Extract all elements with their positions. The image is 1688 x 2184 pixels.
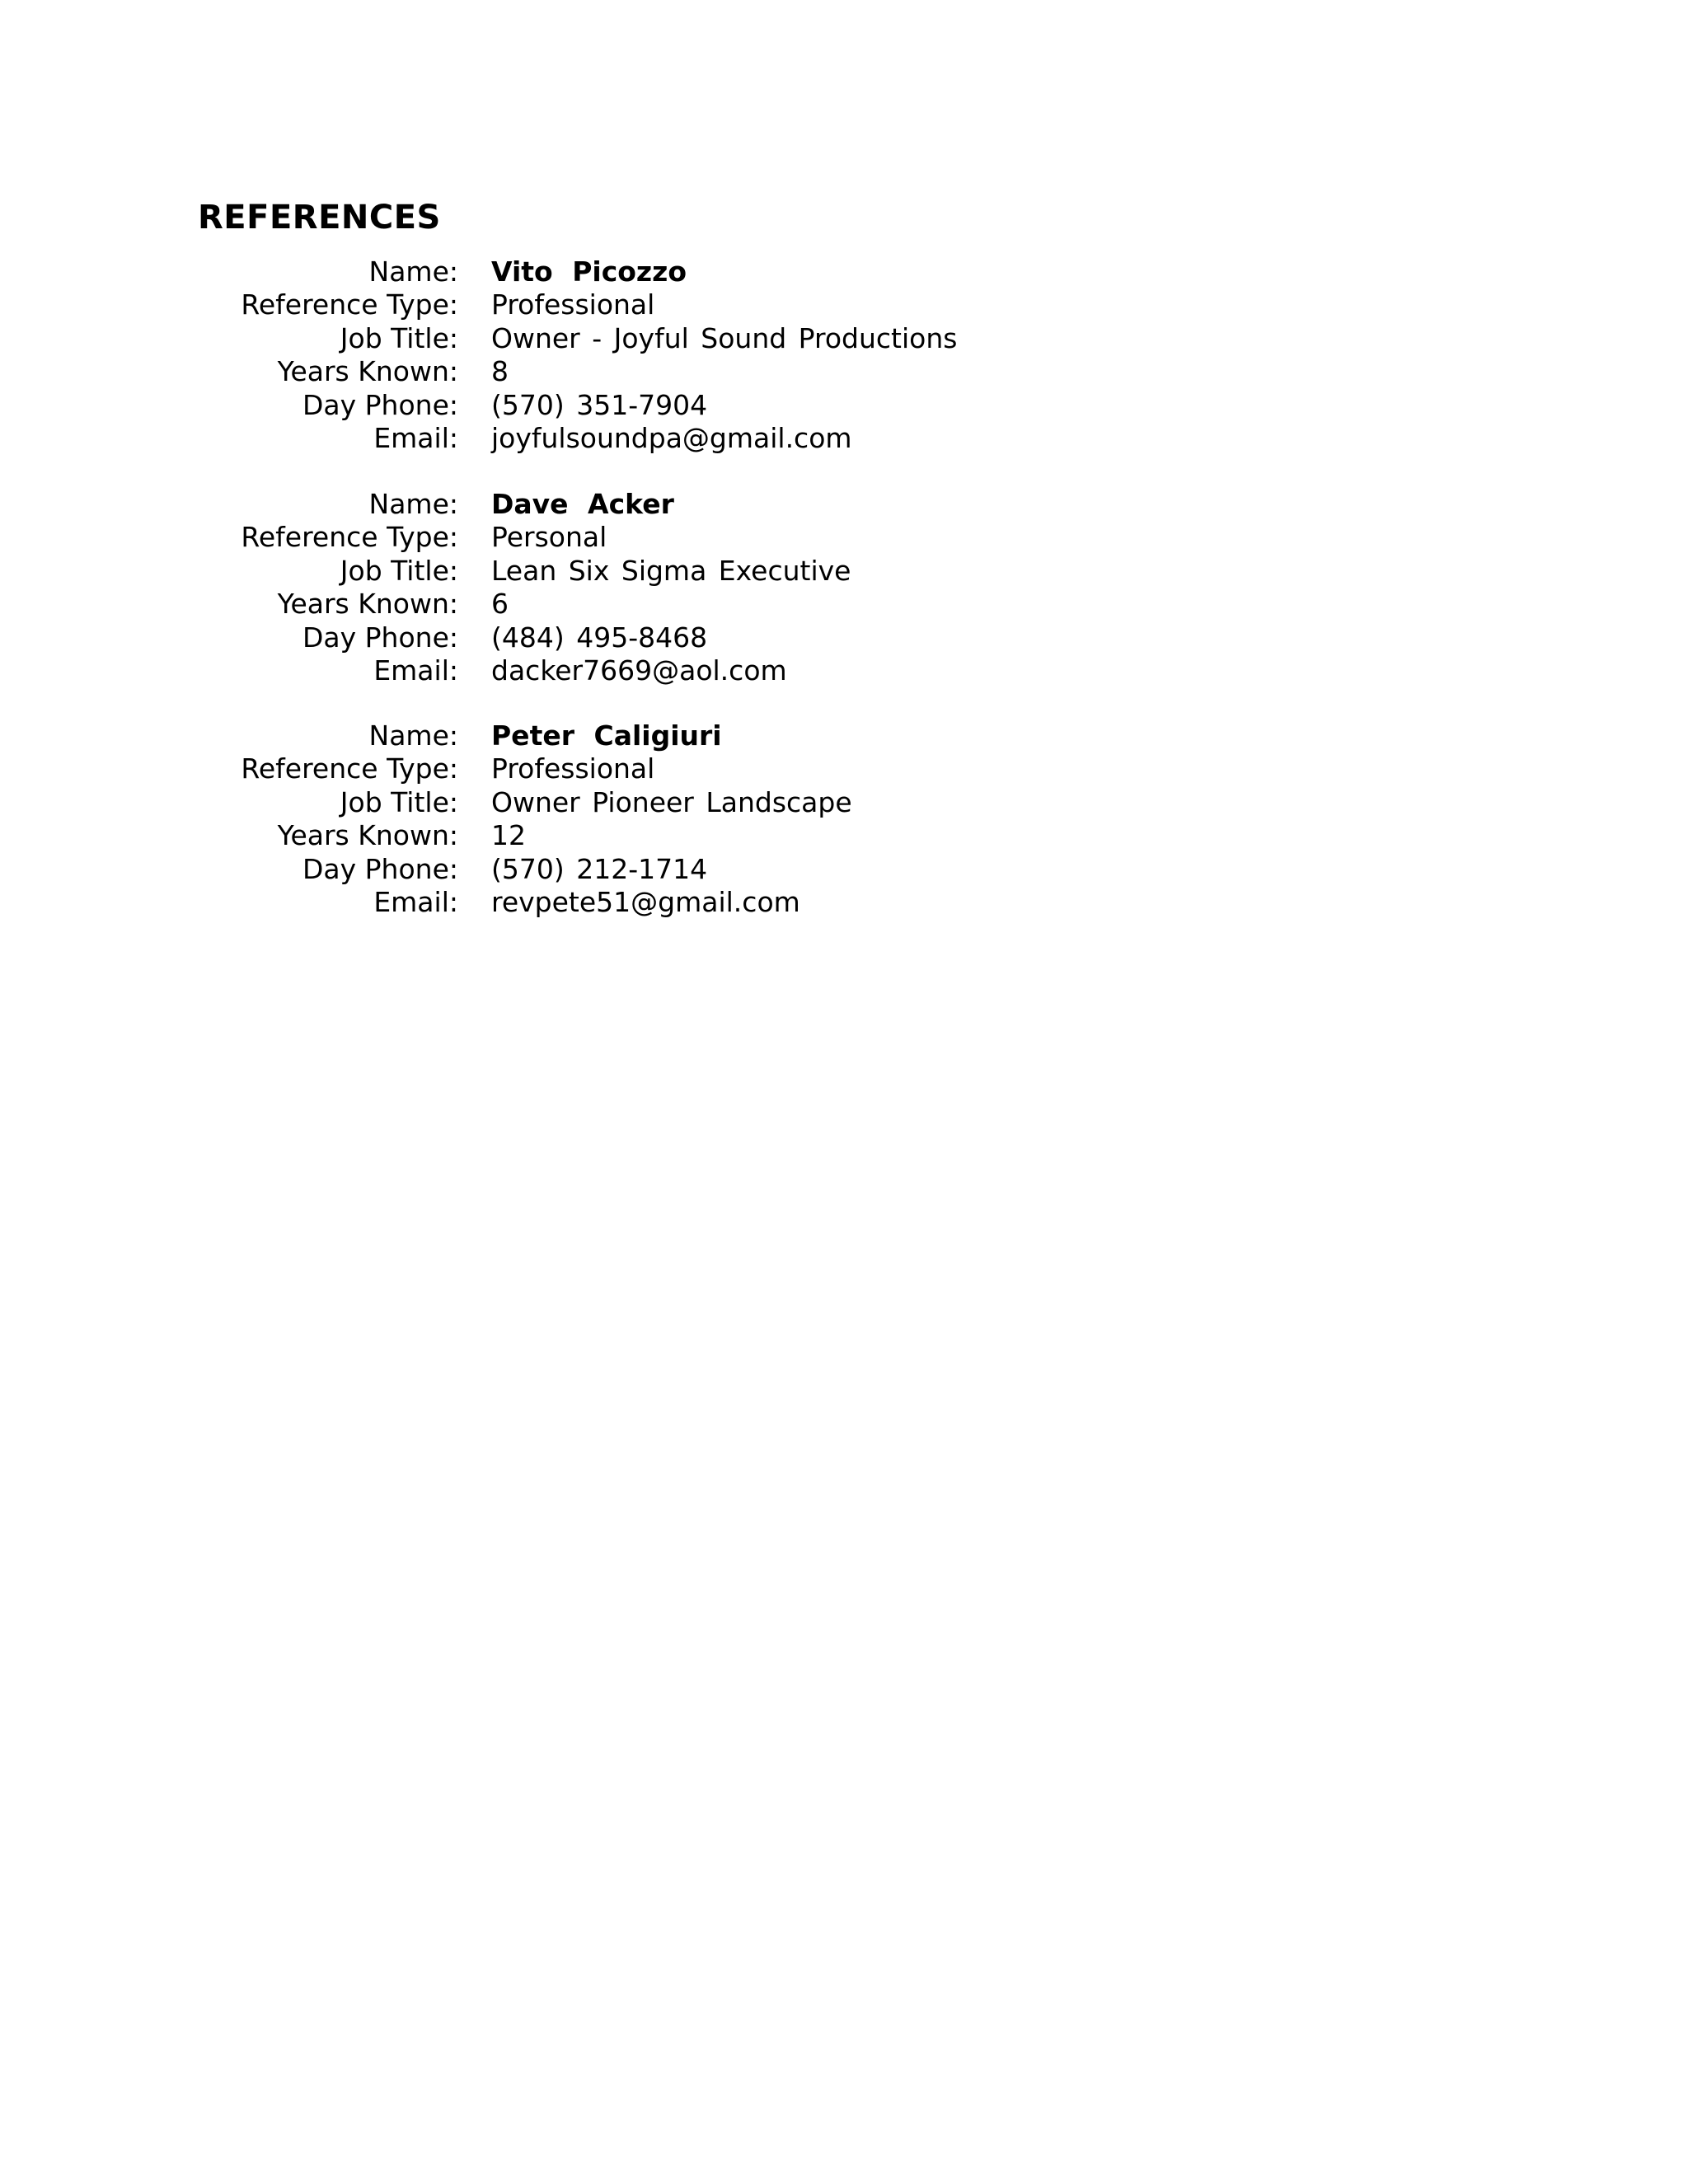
reference-entry <box>0 488 1688 687</box>
years-known-row <box>0 588 1688 621</box>
job-title-label: Job Title: <box>340 321 458 354</box>
day-phone-row <box>0 621 1688 654</box>
email-row <box>0 422 1688 455</box>
email-row <box>0 654 1688 687</box>
day-phone-label: Day Phone: <box>302 852 458 885</box>
years-known-row <box>0 355 1688 388</box>
day-phone-row <box>0 389 1688 422</box>
reference-type: Personal <box>491 521 607 554</box>
day-phone: (570) 351-7904 <box>491 388 708 421</box>
years-known-label: Years Known: <box>277 588 458 621</box>
reference-name: Peter Caligiuri <box>491 719 722 752</box>
reference-name: Dave Acker <box>491 488 674 520</box>
job-title-row <box>0 322 1688 355</box>
years-known: 6 <box>491 588 509 621</box>
section-heading: REFERENCES <box>198 199 441 237</box>
reference-entry <box>0 719 1688 919</box>
type-label: Reference Type: <box>241 521 458 554</box>
years-known: 12 <box>491 819 526 852</box>
name-label: Name: <box>368 719 458 752</box>
reference-type: Professional <box>491 288 655 321</box>
email-row <box>0 886 1688 919</box>
email-address: revpete51@gmail.com <box>491 885 800 918</box>
email-address: joyfulsoundpa@gmail.com <box>491 421 852 454</box>
job-title-label: Job Title: <box>340 785 458 818</box>
day-phone-row <box>0 853 1688 886</box>
email-label: Email: <box>373 421 458 454</box>
job-title: Owner - Joyful Sound Productions <box>491 321 958 354</box>
email-label: Email: <box>373 885 458 918</box>
job-title-row <box>0 786 1688 819</box>
job-title-row <box>0 555 1688 588</box>
reference-name: Vito Picozzo <box>491 255 687 288</box>
day-phone: (484) 495-8468 <box>491 621 708 654</box>
years-known-label: Years Known: <box>277 819 458 852</box>
years-known-label: Years Known: <box>277 355 458 388</box>
reference-type: Professional <box>491 752 655 785</box>
reference-name-row <box>0 488 1688 521</box>
reference-name-row <box>0 719 1688 752</box>
years-known-row <box>0 819 1688 852</box>
type-label: Reference Type: <box>241 752 458 785</box>
day-phone: (570) 212-1714 <box>491 852 708 885</box>
reference-type-row <box>0 752 1688 785</box>
day-phone-label: Day Phone: <box>302 621 458 654</box>
job-title: Lean Six Sigma Executive <box>491 554 851 587</box>
years-known: 8 <box>491 355 509 388</box>
type-label: Reference Type: <box>241 288 458 321</box>
email-label: Email: <box>373 654 458 687</box>
reference-name-row <box>0 255 1688 288</box>
reference-entry <box>0 255 1688 455</box>
email-address: dacker7669@aol.com <box>491 654 787 687</box>
reference-type-row <box>0 288 1688 321</box>
day-phone-label: Day Phone: <box>302 388 458 421</box>
name-label: Name: <box>368 255 458 288</box>
reference-type-row <box>0 521 1688 554</box>
job-title-label: Job Title: <box>340 554 458 587</box>
job-title: Owner Pioneer Landscape <box>491 785 852 818</box>
name-label: Name: <box>368 488 458 520</box>
